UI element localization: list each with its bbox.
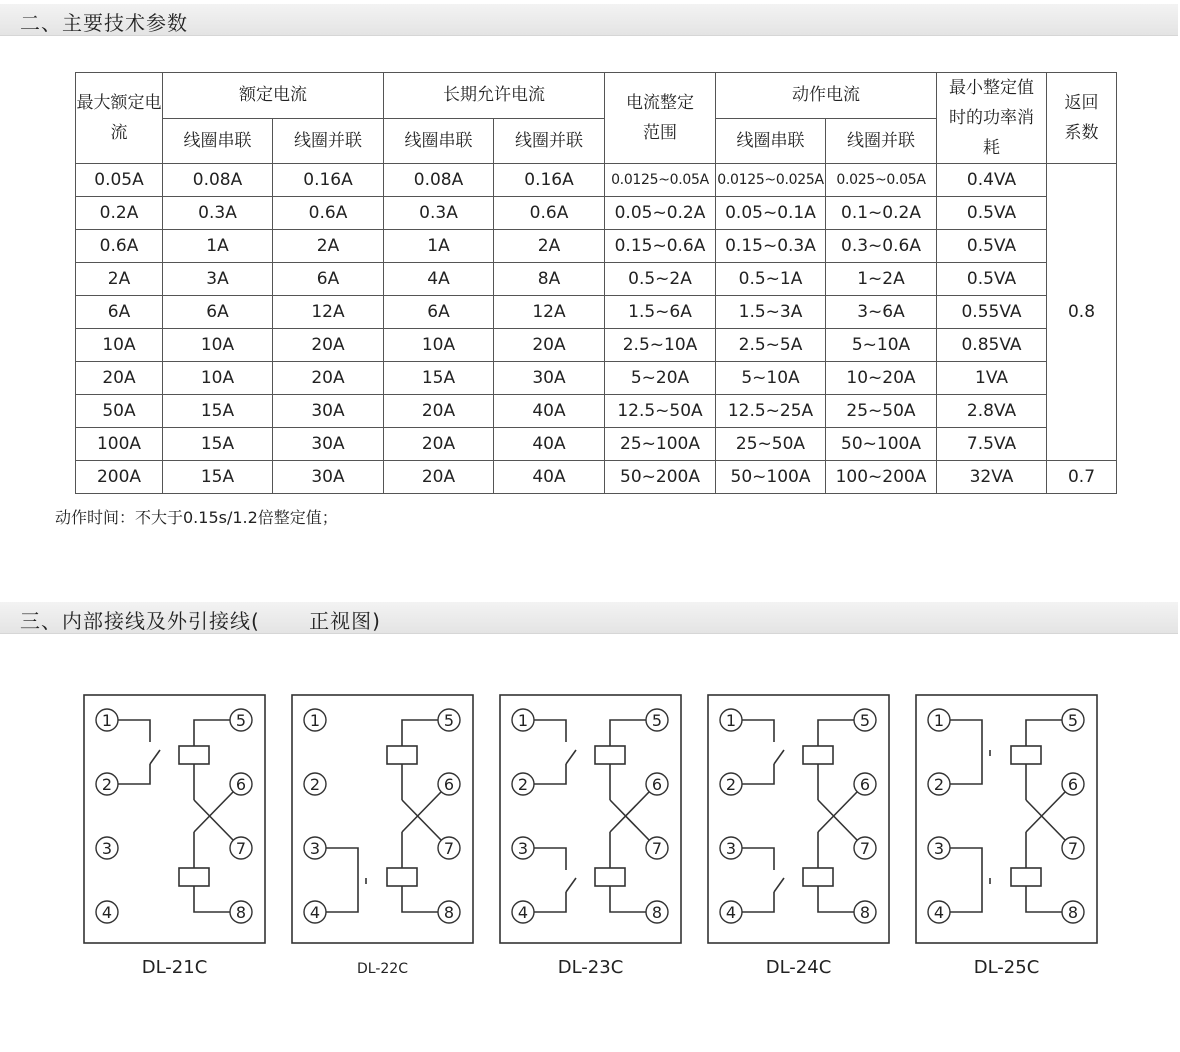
table-cell: 0.025~0.05A	[826, 164, 937, 197]
terminal-label: 3	[933, 839, 945, 858]
terminal-label: 6	[443, 775, 455, 794]
table-cell: 12.5~50A	[605, 395, 716, 428]
table-cell: 0.6A	[494, 197, 605, 230]
lower-coil	[1011, 868, 1041, 886]
table-cell: 0.0125~0.025A	[716, 164, 826, 197]
contact-1-2-upper-lead	[742, 720, 774, 742]
contact-3-4-blade	[774, 878, 784, 892]
table-cell: 20A	[384, 461, 494, 494]
contact-1-2-lower-lead	[534, 764, 566, 784]
terminal-label: 1	[101, 711, 113, 730]
table-cell: 25~50A	[716, 428, 826, 461]
table-cell: 0.05~0.1A	[716, 197, 826, 230]
table-row	[76, 230, 1117, 263]
table-cell: 30A	[273, 428, 384, 461]
table-cell: 12A	[273, 296, 384, 329]
table-cell: 12.5~25A	[716, 395, 826, 428]
model-label: DL-24C	[765, 957, 832, 978]
terminal-label: 7	[651, 839, 663, 858]
lower-coil-lead	[1026, 886, 1062, 912]
upper-coil	[595, 746, 625, 764]
upper-coil	[1011, 746, 1041, 764]
wiring-diagram-dl-25c	[916, 695, 1097, 978]
wiring-diagram-dl-23c	[500, 695, 681, 978]
cross-wire-a	[1026, 800, 1065, 840]
wiring-diagram-dl-24c	[708, 695, 889, 978]
cross-wire-a	[610, 800, 649, 840]
table-cell: 0.55VA	[937, 296, 1047, 329]
contact-1-2-lower-lead	[118, 764, 150, 784]
table-row	[76, 461, 1117, 494]
terminal-label: 4	[933, 903, 945, 922]
contact-3-4-lower-lead	[742, 892, 774, 912]
terminal-label: 8	[651, 903, 663, 922]
table-cell: 10A	[163, 329, 273, 362]
table-cell: 0.3~0.6A	[826, 230, 937, 263]
table-cell: 200A	[76, 461, 163, 494]
table-cell: 6A	[76, 296, 163, 329]
upper-coil-lead	[194, 720, 230, 746]
subheader-parallel: 线圈并联	[826, 118, 937, 164]
terminal-label: 4	[101, 903, 113, 922]
lower-coil	[387, 868, 417, 886]
contact-3-4-lower-lead	[534, 892, 566, 912]
table-cell: 1VA	[937, 362, 1047, 395]
table-cell: 100~200A	[826, 461, 937, 494]
return-coef-main: 0.8	[1047, 164, 1117, 461]
section-header-params	[0, 4, 1178, 36]
upper-coil-lead	[818, 720, 854, 746]
terminal-label: 6	[235, 775, 247, 794]
terminal-label: 1	[725, 711, 737, 730]
operating-time-note: 动作时间：不大于0.15s/1.2倍整定值；	[55, 508, 338, 527]
header-setting-range: 电流整定范围	[605, 73, 716, 164]
table-cell: 40A	[494, 461, 605, 494]
table-cell: 6A	[273, 263, 384, 296]
contact-3-4-lower-lead	[326, 892, 358, 912]
table-cell: 30A	[273, 461, 384, 494]
table-cell: 30A	[494, 362, 605, 395]
terminal-label: 1	[309, 711, 321, 730]
table-cell: 8A	[494, 263, 605, 296]
model-label: DL-25C	[973, 957, 1040, 978]
table-cell: 2A	[273, 230, 384, 263]
table-cell: 5~10A	[826, 329, 937, 362]
terminal-label: 5	[859, 711, 871, 730]
terminal-label: 3	[725, 839, 737, 858]
table-cell: 6A	[384, 296, 494, 329]
header-return-coef: 返回系数	[1047, 73, 1117, 164]
terminal-label: 7	[859, 839, 871, 858]
table-cell: 7.5VA	[937, 428, 1047, 461]
contact-3-4-upper-lead	[742, 848, 774, 870]
terminal-label: 4	[517, 903, 529, 922]
contact-1-2-upper-lead	[950, 720, 982, 742]
table-cell: 2.8VA	[937, 395, 1047, 428]
table-cell: 1.5~3A	[716, 296, 826, 329]
table-cell: 1.5~6A	[605, 296, 716, 329]
table-cell: 0.05~0.2A	[605, 197, 716, 230]
lower-coil	[595, 868, 625, 886]
table-cell: 25~100A	[605, 428, 716, 461]
table-cell: 0.6A	[273, 197, 384, 230]
table-cell: 30A	[273, 395, 384, 428]
table-cell: 0.2A	[76, 197, 163, 230]
table-cell: 20A	[76, 362, 163, 395]
lower-coil-lead	[818, 886, 854, 912]
table-cell: 0.16A	[494, 164, 605, 197]
table-cell: 2.5~10A	[605, 329, 716, 362]
contact-1-2-lower-lead	[950, 764, 982, 784]
table-cell: 0.08A	[384, 164, 494, 197]
table-cell: 2A	[494, 230, 605, 263]
terminal-label: 7	[235, 839, 247, 858]
terminal-label: 3	[309, 839, 321, 858]
table-cell: 1~2A	[826, 263, 937, 296]
terminal-label: 2	[309, 775, 321, 794]
wiring-diagram-dl-22c	[292, 695, 473, 977]
table-cell: 5~20A	[605, 362, 716, 395]
terminal-label: 5	[443, 711, 455, 730]
terminal-label: 8	[443, 903, 455, 922]
contact-1-2-blade	[566, 750, 576, 764]
table-cell: 40A	[494, 395, 605, 428]
contact-1-2-upper-lead	[534, 720, 566, 742]
contact-1-2-blade	[150, 750, 160, 764]
table-cell: 5~10A	[716, 362, 826, 395]
table-cell: 15A	[163, 428, 273, 461]
table-cell: 6A	[163, 296, 273, 329]
table-cell: 50~100A	[716, 461, 826, 494]
table-cell: 4A	[384, 263, 494, 296]
header-max-setting: 最大额定电流	[76, 73, 163, 164]
table-header-row	[76, 73, 1117, 119]
table-cell: 10A	[163, 362, 273, 395]
table-cell: 0.05A	[76, 164, 163, 197]
subheader-series: 线圈串联	[163, 118, 273, 164]
terminal-label: 8	[859, 903, 871, 922]
table-cell: 20A	[273, 329, 384, 362]
cross-wire-b	[402, 792, 441, 832]
cross-wire-b	[194, 792, 233, 832]
cross-wire-b	[818, 792, 857, 832]
table-cell: 0.15~0.3A	[716, 230, 826, 263]
terminal-label: 3	[101, 839, 113, 858]
terminal-label: 7	[1067, 839, 1079, 858]
table-cell: 15A	[384, 362, 494, 395]
table-row	[76, 296, 1117, 329]
table-cell: 2A	[76, 263, 163, 296]
table-cell: 20A	[384, 395, 494, 428]
terminal-label: 6	[1067, 775, 1079, 794]
table-cell: 0.08A	[163, 164, 273, 197]
terminal-label: 2	[725, 775, 737, 794]
contact-3-4-upper-lead	[950, 848, 982, 870]
terminal-label: 6	[651, 775, 663, 794]
table-cell: 25~50A	[826, 395, 937, 428]
section-header-wiring	[0, 602, 1178, 634]
table-cell: 10A	[76, 329, 163, 362]
table-cell: 0.4VA	[937, 164, 1047, 197]
contact-3-4-upper-lead	[326, 848, 358, 870]
table-cell: 32VA	[937, 461, 1047, 494]
section-title-params: 二、主要技术参数	[20, 11, 188, 35]
subheader-parallel: 线圈并联	[273, 118, 384, 164]
upper-coil	[803, 746, 833, 764]
table-cell: 0.5~2A	[605, 263, 716, 296]
return-coef-last: 0.7	[1047, 461, 1117, 494]
model-label: DL-22C	[357, 961, 408, 977]
table-cell: 0.5~1A	[716, 263, 826, 296]
subheader-parallel: 线圈并联	[494, 118, 605, 164]
table-cell: 0.0125~0.05A	[605, 164, 716, 197]
terminal-label: 8	[235, 903, 247, 922]
lower-coil-lead	[402, 886, 438, 912]
terminal-label: 2	[933, 775, 945, 794]
table-cell: 20A	[494, 329, 605, 362]
terminal-label: 5	[1067, 711, 1079, 730]
wiring-diagram-dl-21c	[84, 695, 265, 978]
table-cell: 10A	[384, 329, 494, 362]
table-cell: 0.5VA	[937, 197, 1047, 230]
header-min-power: 最小整定值时的功率消耗	[937, 73, 1047, 164]
table-cell: 40A	[494, 428, 605, 461]
lower-coil-lead	[610, 886, 646, 912]
table-row	[76, 428, 1117, 461]
table-row	[76, 362, 1117, 395]
table-cell: 1A	[163, 230, 273, 263]
table-cell: 0.85VA	[937, 329, 1047, 362]
header-operating-current: 动作电流	[716, 73, 937, 119]
cross-wire-a	[818, 800, 857, 840]
contact-3-4-blade	[566, 878, 576, 892]
table-row	[76, 164, 1117, 197]
table-cell: 1A	[384, 230, 494, 263]
table-row	[76, 197, 1117, 230]
upper-coil-lead	[1026, 720, 1062, 746]
table-cell: 50A	[76, 395, 163, 428]
cross-wire-b	[1026, 792, 1065, 832]
model-label: DL-23C	[557, 957, 624, 978]
contact-1-2-lower-lead	[742, 764, 774, 784]
subheader-series: 线圈串联	[716, 118, 826, 164]
table-cell: 15A	[163, 461, 273, 494]
table-row	[76, 263, 1117, 296]
upper-coil-lead	[402, 720, 438, 746]
header-rated-current: 额定电流	[163, 73, 384, 119]
table-cell: 0.15~0.6A	[605, 230, 716, 263]
header-long-term-current: 长期允许电流	[384, 73, 605, 119]
table-cell: 0.6A	[76, 230, 163, 263]
lower-coil-lead	[194, 886, 230, 912]
lower-coil	[803, 868, 833, 886]
upper-coil-lead	[610, 720, 646, 746]
table-cell: 15A	[163, 395, 273, 428]
cross-wire-a	[402, 800, 441, 840]
terminal-label: 4	[725, 903, 737, 922]
terminal-label: 5	[651, 711, 663, 730]
table-cell: 0.16A	[273, 164, 384, 197]
table-cell: 0.5VA	[937, 230, 1047, 263]
table-cell: 0.3A	[384, 197, 494, 230]
upper-coil	[387, 746, 417, 764]
table-cell: 12A	[494, 296, 605, 329]
table-cell: 2.5~5A	[716, 329, 826, 362]
terminal-label: 7	[443, 839, 455, 858]
table-cell: 3~6A	[826, 296, 937, 329]
lower-coil	[179, 868, 209, 886]
model-label: DL-21C	[141, 957, 208, 978]
table-cell: 0.5VA	[937, 263, 1047, 296]
table-cell: 100A	[76, 428, 163, 461]
terminal-label: 4	[309, 903, 321, 922]
contact-1-2-upper-lead	[118, 720, 150, 742]
terminal-label: 2	[517, 775, 529, 794]
contact-1-2-blade	[774, 750, 784, 764]
terminal-label: 1	[517, 711, 529, 730]
table-cell: 20A	[273, 362, 384, 395]
terminal-label: 1	[933, 711, 945, 730]
table-cell: 50~200A	[605, 461, 716, 494]
contact-3-4-upper-lead	[534, 848, 566, 870]
table-cell: 10~20A	[826, 362, 937, 395]
wiring-diagrams	[0, 660, 1180, 990]
contact-3-4-lower-lead	[950, 892, 982, 912]
section-title-wiring: 三、内部接线及外引接线( 正视图)	[20, 609, 381, 633]
terminal-label: 5	[235, 711, 247, 730]
subheader-series: 线圈串联	[384, 118, 494, 164]
cross-wire-b	[610, 792, 649, 832]
table-row	[76, 395, 1117, 428]
terminal-label: 2	[101, 775, 113, 794]
terminal-label: 3	[517, 839, 529, 858]
table-cell: 0.1~0.2A	[826, 197, 937, 230]
table-row	[76, 329, 1117, 362]
table-cell: 3A	[163, 263, 273, 296]
upper-coil	[179, 746, 209, 764]
table-cell: 0.3A	[163, 197, 273, 230]
cross-wire-a	[194, 800, 233, 840]
terminal-label: 6	[859, 775, 871, 794]
parameters-table	[75, 72, 1117, 494]
table-cell: 20A	[384, 428, 494, 461]
terminal-label: 8	[1067, 903, 1079, 922]
table-cell: 50~100A	[826, 428, 937, 461]
